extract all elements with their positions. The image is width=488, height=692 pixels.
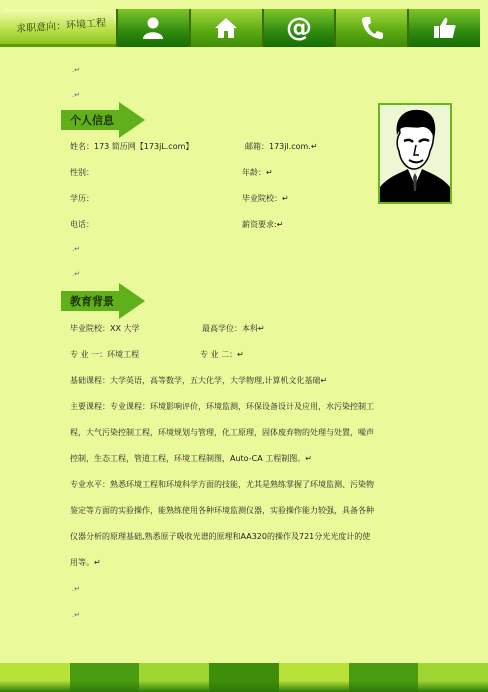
- footer-stripe: [418, 663, 488, 692]
- edu-school: 毕业院校：XX 大学: [70, 324, 140, 333]
- at-icon: @: [285, 13, 312, 43]
- edu-major-two: 专 业 二：↵: [200, 350, 244, 359]
- professional-level-line: 仪器分析的原理基础,熟悉原子吸收光谱的原理和AA320的操作及721分光光度计的使: [70, 532, 371, 541]
- user-icon: [140, 15, 166, 41]
- name-field: 姓名：173 简历网【173jL.com】: [70, 142, 194, 151]
- paragraph-mark: .↵: [72, 66, 81, 74]
- gender-field: 性别：: [70, 168, 94, 177]
- education-heading: [61, 283, 145, 319]
- job-intention-tab[interactable]: [0, 9, 116, 47]
- email-tab[interactable]: [262, 9, 335, 47]
- edu-major-one: 专 业 一：环境工程: [70, 350, 140, 359]
- main-courses-line: 主要课程：专业课程：环境影响评价，环境监测，环保设备设计及应用，水污染控制工: [70, 402, 374, 411]
- section-title: 个人信息: [70, 114, 114, 127]
- user-tab[interactable]: [116, 9, 189, 47]
- footer-stripe: [139, 663, 209, 692]
- paragraph-mark: .↵: [72, 611, 81, 619]
- phone-icon: [359, 15, 385, 41]
- basic-courses: 基础课程：大学英语，高等数学，五大化学，大学物理,计算机文化基础↵: [70, 376, 328, 385]
- age-field: 年龄：↵: [242, 168, 273, 177]
- phone-tab[interactable]: [334, 9, 407, 47]
- footer-stripe: [349, 663, 419, 692]
- home-icon: [213, 15, 239, 41]
- paragraph-mark: .↵: [72, 270, 81, 278]
- profile-photo: [378, 103, 452, 204]
- footer-stripe: [209, 663, 279, 692]
- main-courses-line: 程，大气污染控制工程，环境规划与管理，化工原理，固体废弃物的处理与处置，噪声: [70, 428, 374, 437]
- home-tab[interactable]: [189, 9, 262, 47]
- school-field: 毕业院校：↵: [242, 194, 289, 203]
- email-field: 邮箱：173jl.com.↵: [245, 142, 318, 151]
- paragraph-mark: .↵: [72, 91, 81, 99]
- main-courses-line: 控制，生态工程，管道工程，环境工程制图，Auto-CA 工程制图。↵: [70, 454, 312, 463]
- job-intention-label: 求职意向：环境工程: [15, 17, 107, 36]
- paragraph-mark: .↵: [72, 245, 81, 253]
- section-title: 教育背景: [70, 295, 114, 308]
- footer-stripe: [70, 663, 140, 692]
- like-tab[interactable]: [407, 9, 480, 47]
- phone-field: 电话：: [70, 220, 94, 229]
- education-field: 学历：: [70, 194, 94, 203]
- professional-level-line: 鉴定等方面的实验操作，能熟练使用各种环境监测仪器，实验操作能力较强，具备各种: [70, 506, 374, 515]
- personal-info-heading: [61, 102, 145, 138]
- footer-stripe: [279, 663, 349, 692]
- footer-stripes: [0, 663, 488, 692]
- paragraph-mark: .↵: [72, 585, 81, 593]
- salary-field: 薪资要求:↵: [242, 220, 284, 229]
- thumbs-up-icon: [432, 15, 458, 41]
- professional-level-line: 用等。↵: [70, 558, 101, 567]
- portrait-icon: [380, 105, 450, 202]
- edu-degree: 最高学位：本科↵: [202, 324, 265, 333]
- header-bar: [0, 9, 480, 47]
- footer-stripe: [0, 663, 70, 692]
- professional-level-line: 专业水平：熟悉环境工程和环境科学方面的技能，尤其是熟练掌握了环境监测、污染物: [70, 480, 374, 489]
